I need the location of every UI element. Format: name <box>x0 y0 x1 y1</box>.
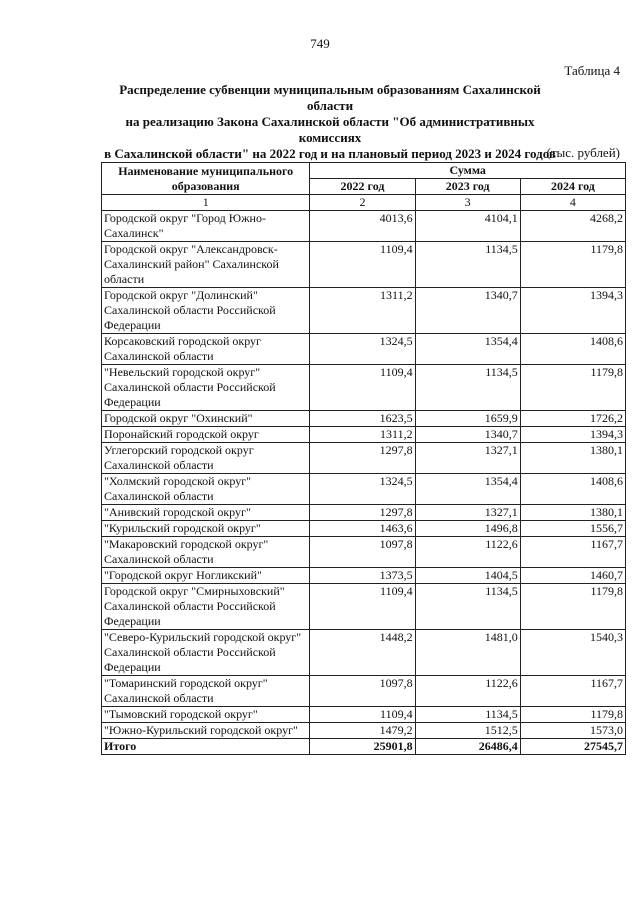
value-2024: 1408,6 <box>520 334 625 365</box>
value-2022: 1324,5 <box>310 474 415 505</box>
value-2023: 1659,9 <box>415 411 520 427</box>
header-name: Наименование муниципального образования <box>102 163 310 195</box>
value-2023: 1134,5 <box>415 365 520 411</box>
value-2022: 1109,4 <box>310 365 415 411</box>
total-2022: 25901,8 <box>310 739 415 755</box>
value-2024: 1726,2 <box>520 411 625 427</box>
value-2023: 1122,6 <box>415 676 520 707</box>
value-2023: 1340,7 <box>415 427 520 443</box>
total-label: Итого <box>102 739 310 755</box>
municipality-name: "Курильский городской округ" <box>102 521 310 537</box>
column-number: 2 <box>310 195 415 211</box>
municipality-name: Углегорский городской округ Сахалинской области <box>102 443 310 474</box>
value-2022: 1623,5 <box>310 411 415 427</box>
table-row <box>102 584 626 630</box>
value-2024: 1394,3 <box>520 427 625 443</box>
municipality-name: "Тымовский городской округ" <box>102 707 310 723</box>
value-2024: 1167,7 <box>520 537 625 568</box>
value-2023: 1481,0 <box>415 630 520 676</box>
table-row <box>102 630 626 676</box>
table-row <box>102 676 626 707</box>
municipality-name: Городской округ "Город Южно-Сахалинск" <box>102 211 310 242</box>
value-2023: 1134,5 <box>415 242 520 288</box>
title-line: на реализацию Закона Сахалинской области "Об административных комиссиях <box>125 114 535 145</box>
value-2022: 1324,5 <box>310 334 415 365</box>
total-2023: 26486,4 <box>415 739 520 755</box>
table-row <box>102 521 626 537</box>
header-year-2024: 2024 год <box>520 179 625 195</box>
column-number: 4 <box>520 195 625 211</box>
value-2023: 1512,5 <box>415 723 520 739</box>
table-row <box>102 365 626 411</box>
value-2024: 1573,0 <box>520 723 625 739</box>
municipality-name: "Невельский городской округ" Сахалинской области Российской Федерации <box>102 365 310 411</box>
subvention-table <box>101 162 626 755</box>
municipality-name: Поронайский городской округ <box>102 427 310 443</box>
municipality-name: "Анивский городской округ" <box>102 505 310 521</box>
value-2022: 1448,2 <box>310 630 415 676</box>
value-2024: 1179,8 <box>520 365 625 411</box>
value-2022: 1097,8 <box>310 537 415 568</box>
value-2023: 1327,1 <box>415 505 520 521</box>
value-2023: 1134,5 <box>415 584 520 630</box>
header-sum: Сумма <box>310 163 626 179</box>
table-body <box>102 211 626 739</box>
total-row <box>102 739 626 755</box>
table-row <box>102 537 626 568</box>
value-2023: 1354,4 <box>415 474 520 505</box>
municipality-name: "Городской округ Ногликский" <box>102 568 310 584</box>
value-2022: 1479,2 <box>310 723 415 739</box>
municipality-name: "Холмский городской округ" Сахалинской области <box>102 474 310 505</box>
title-line: в Сахалинской области" на 2022 год и на плановый период 2023 и 2024 годов <box>104 146 556 161</box>
value-2024: 1408,6 <box>520 474 625 505</box>
table-row <box>102 334 626 365</box>
value-2023: 4104,1 <box>415 211 520 242</box>
value-2024: 1380,1 <box>520 505 625 521</box>
value-2023: 1122,6 <box>415 537 520 568</box>
value-2022: 1297,8 <box>310 505 415 521</box>
value-2024: 1394,3 <box>520 288 625 334</box>
value-2023: 1134,5 <box>415 707 520 723</box>
value-2022: 1109,4 <box>310 584 415 630</box>
title-line: Распределение субвенции муниципальным образованиям Сахалинской области <box>119 82 541 113</box>
table-row <box>102 474 626 505</box>
value-2024: 1460,7 <box>520 568 625 584</box>
value-2023: 1340,7 <box>415 288 520 334</box>
value-2022: 1311,2 <box>310 288 415 334</box>
units-label: (тыс. рублей) <box>546 145 620 160</box>
value-2024: 1179,8 <box>520 584 625 630</box>
value-2023: 1404,5 <box>415 568 520 584</box>
value-2022: 1097,8 <box>310 676 415 707</box>
municipality-name: "Томаринский городской округ" Сахалинской области <box>102 676 310 707</box>
header-year-2023: 2023 год <box>415 179 520 195</box>
value-2022: 1373,5 <box>310 568 415 584</box>
value-2024: 1179,8 <box>520 242 625 288</box>
municipality-name: "Северо-Курильский городской округ" Сахалинской области Российской Федерации <box>102 630 310 676</box>
municipality-name: Городской округ "Александровск-Сахалинский район" Сахалинской области <box>102 242 310 288</box>
page-number: 749 <box>310 36 330 51</box>
table-row <box>102 411 626 427</box>
document-title <box>100 82 560 162</box>
municipality-name: "Макаровский городской округ" Сахалинской области <box>102 537 310 568</box>
value-2022: 1109,4 <box>310 707 415 723</box>
municipality-name: Городской округ "Охинский" <box>102 411 310 427</box>
total-2024: 27545,7 <box>520 739 625 755</box>
value-2024: 1380,1 <box>520 443 625 474</box>
municipality-name: Городской округ "Долинский" Сахалинской области Российской Федерации <box>102 288 310 334</box>
table-row <box>102 443 626 474</box>
value-2024: 4268,2 <box>520 211 625 242</box>
value-2024: 1540,3 <box>520 630 625 676</box>
table-row <box>102 568 626 584</box>
value-2023: 1354,4 <box>415 334 520 365</box>
header-year-2022: 2022 год <box>310 179 415 195</box>
value-2024: 1179,8 <box>520 707 625 723</box>
table-row <box>102 505 626 521</box>
table-label: Таблица 4 <box>564 63 620 78</box>
value-2022: 1297,8 <box>310 443 415 474</box>
municipality-name: Корсаковский городской округ Сахалинской области <box>102 334 310 365</box>
table-row <box>102 242 626 288</box>
value-2024: 1167,7 <box>520 676 625 707</box>
column-number: 1 <box>102 195 310 211</box>
value-2023: 1327,1 <box>415 443 520 474</box>
value-2022: 4013,6 <box>310 211 415 242</box>
table-row <box>102 723 626 739</box>
value-2022: 1463,6 <box>310 521 415 537</box>
table-row <box>102 707 626 723</box>
value-2022: 1109,4 <box>310 242 415 288</box>
municipality-name: "Южно-Курильский городской округ" <box>102 723 310 739</box>
municipality-name: Городской округ "Смирныховский" Сахалинской области Российской Федерации <box>102 584 310 630</box>
value-2023: 1496,8 <box>415 521 520 537</box>
column-number: 3 <box>415 195 520 211</box>
value-2022: 1311,2 <box>310 427 415 443</box>
table-row <box>102 288 626 334</box>
table-row <box>102 211 626 242</box>
value-2024: 1556,7 <box>520 521 625 537</box>
table-row <box>102 427 626 443</box>
